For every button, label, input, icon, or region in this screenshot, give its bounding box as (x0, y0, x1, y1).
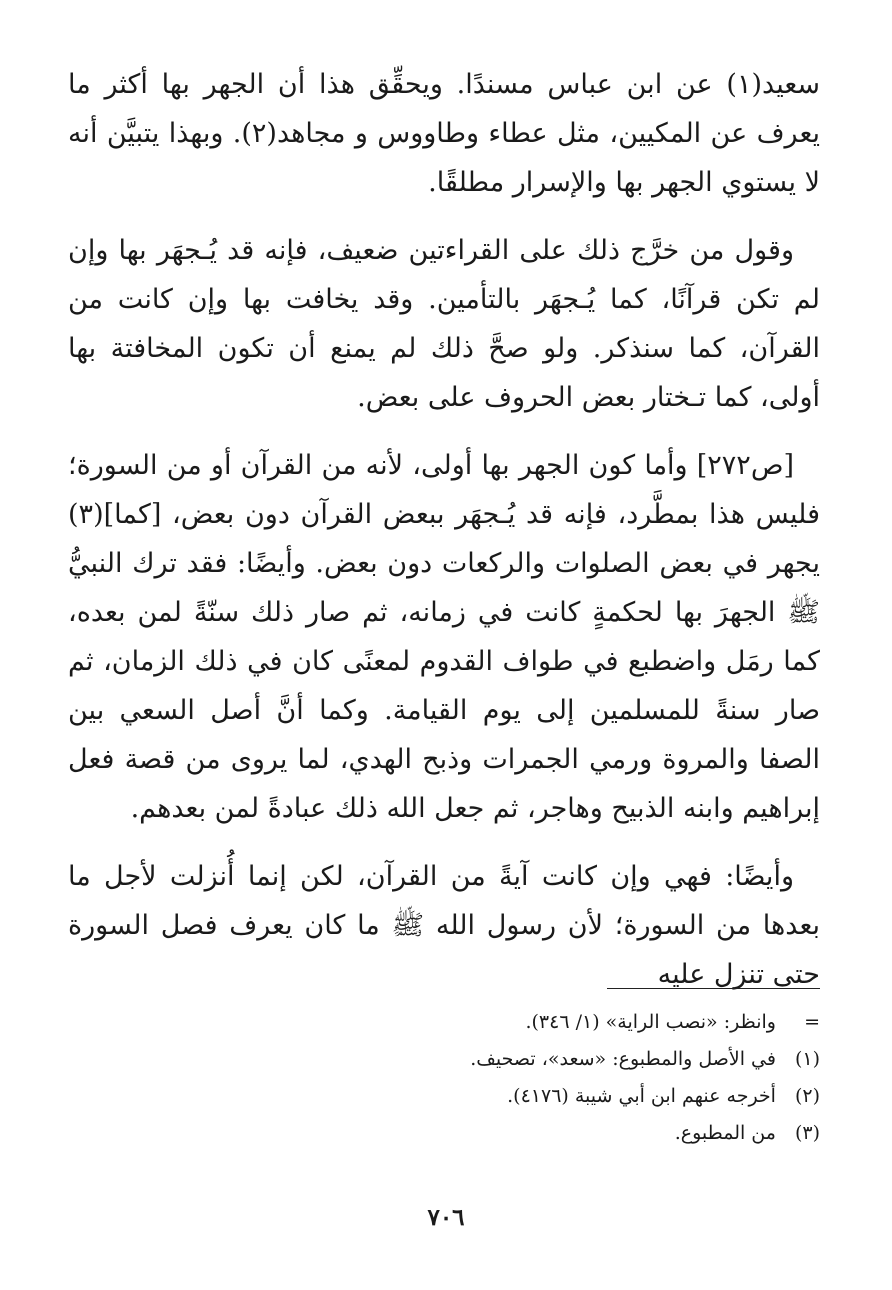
footnote-continuation (68, 1004, 820, 1041)
main-text (68, 60, 820, 999)
footnote-text: من المطبوع. (674, 1122, 776, 1144)
paragraph-4: وأيضًا: فهي وإن كانت آيةً من القرآن، لكن إنما أُنزلت لأجل ما بعدها من السورة؛ لأن رسول الله ﷺ ما كان يعرف فصل السورة حتى تنزل عليه (68, 861, 820, 990)
paragraph-3: [ص٢٧٢] وأما كون الجهر بها أولى، لأنه من القرآن أو من السورة؛ فليس هذا بمطَّرد، فإنه قد يُـجهَر ببعض القرآن دون بعض، [كما](٣) يجهر في بعض الصلوات والركعات دون بعض. وأيضًا: فقد ترك النبيُّ ﷺ الجهرَ بها لحكمةٍ كانت في زمانه، ثم صار ذلك سنّةً لمن بعده، كما رمَل واضطبع في طواف القدوم لمعنًى كان في ذلك الزمان، ثم صار سنةً للمسلمين إلى يوم القيامة. وكما أنَّ أصل السعي بين الصفا والمروة ورمي الجمرات وذبح الهدي، لما يروى من قصة فعل إبراهيم وابنه الذبيح وهاجر، ثم جعل الله ذلك عبادةً لمن بعدهم. (68, 450, 820, 824)
footnote-separator (607, 988, 820, 989)
paragraph-1: سعيد(١) عن ابن عباس مسندًا. ويحقِّق هذا أن الجهر بها أكثر ما يعرف عن المكيين، مثل عطاء وطاووس و مجاهد(٢). وبهذا يتبيَّن أنه لا يستوي الجهر بها والإسرار مطلقًا. (68, 69, 820, 198)
footnote-marker: = (804, 1011, 820, 1033)
footnotes (68, 1004, 820, 1152)
footnote-text: في الأصل والمطبوع: «سعد»، تصحيف. (470, 1048, 776, 1070)
footnote-2 (68, 1078, 820, 1115)
footnote-marker: (١) (794, 1048, 820, 1070)
footnote-1 (68, 1041, 820, 1078)
footnote-marker: (٣) (794, 1122, 820, 1144)
footnote-marker: (٢) (794, 1085, 820, 1107)
footnote-3 (68, 1115, 820, 1152)
footnote-text: وانظر: «نصب الراية» (١/ ٣٤٦). (525, 1011, 776, 1033)
footnote-text: أخرجه عنهم ابن أبي شيبة (٤١٧٦). (507, 1085, 776, 1107)
paragraph-2: وقول من خرَّج ذلك على القراءتين ضعيف، فإنه قد يُـجهَر بها وإن لم تكن قرآنًا، كما يُـجهَر بالتأمين. وقد يخافت بها وإن كانت من القرآن، كما سنذكر. ولو صحَّ ذلك لم يمنع أن تكون المخافتة بها أولى، كما تـختار بعض الحروف على بعض. (68, 235, 820, 413)
page-number: ٧٠٦ (427, 1204, 465, 1231)
